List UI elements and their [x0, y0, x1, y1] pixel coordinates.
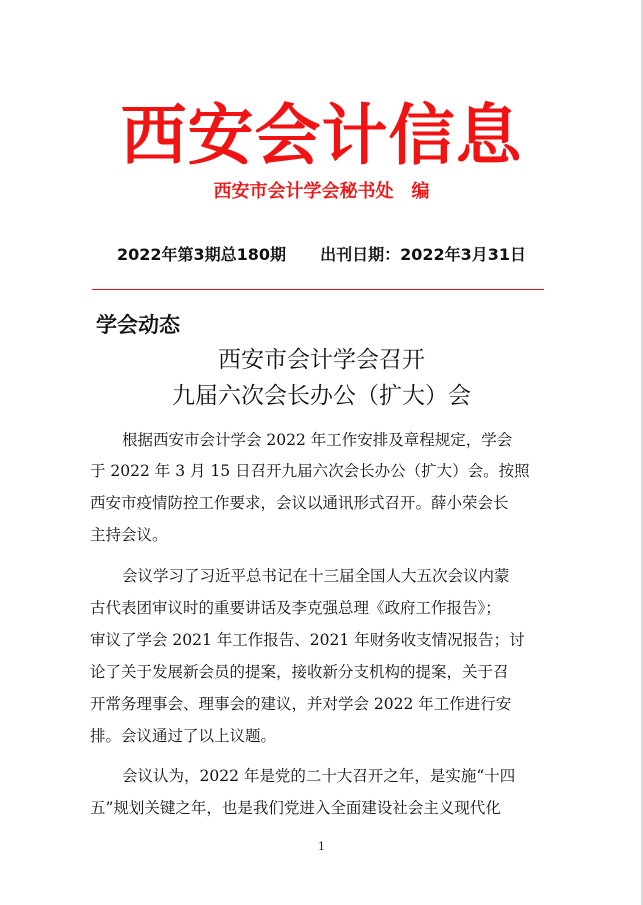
paragraph-line: 审议了学会 2021 年工作报告、2021 年财务收支情况报告；讨 — [90, 631, 525, 649]
masthead-subtitle: 西安市会计学会秘书处 编 — [213, 181, 430, 202]
paragraph-line: 开常务理事会、理事会的建议，并对学会 2022 年工作进行安 — [90, 695, 512, 713]
paragraph-line: 会议认为，2022 年是党的二十大召开之年，是实施“十四 — [122, 767, 516, 785]
article-headline-line2: 九届六次会长办公（扩大）会 — [172, 383, 471, 409]
paragraph-line: 五”规划关键之年，也是我们党进入全面建设社会主义现代化 — [90, 799, 501, 817]
paragraph-line: 西安市疫情防控工作要求，会议以通讯形式召开。薛小荣会长 — [90, 494, 509, 512]
section-title: 学会动态 — [96, 313, 180, 337]
issue-date: 出刊日期：2022年3月31日 — [320, 245, 526, 264]
paragraph-line: 排。会议通过了以上议题。 — [90, 727, 277, 745]
page-number: 1 — [318, 840, 325, 853]
paragraph-line: 古代表团审议时的重要讲话及李克强总理《政府工作报告》； — [90, 599, 501, 617]
header-divider — [92, 289, 544, 290]
paragraph-line: 于 2022 年 3 月 15 日召开九届六次会长办公（扩大）会。按照 — [90, 462, 530, 480]
issue-number: 2022年第3期总180期 — [116, 245, 287, 264]
paragraph-line: 主持会议。 — [90, 526, 168, 544]
masthead-title: 西安会计信息 — [120, 97, 523, 174]
paragraph-line: 会议学习了习近平总书记在十三届全国人大五次会议内蒙 — [122, 567, 510, 585]
article-headline-line1: 西安市会计学会召开 — [218, 347, 425, 373]
paragraph-line: 论了关于发展新会员的提案，接收新分支机构的提案，关于召 — [90, 663, 509, 681]
issue-info — [0, 244, 643, 266]
paragraph-line: 根据西安市会计学会 2022 年工作安排及章程规定，学会 — [122, 431, 513, 449]
